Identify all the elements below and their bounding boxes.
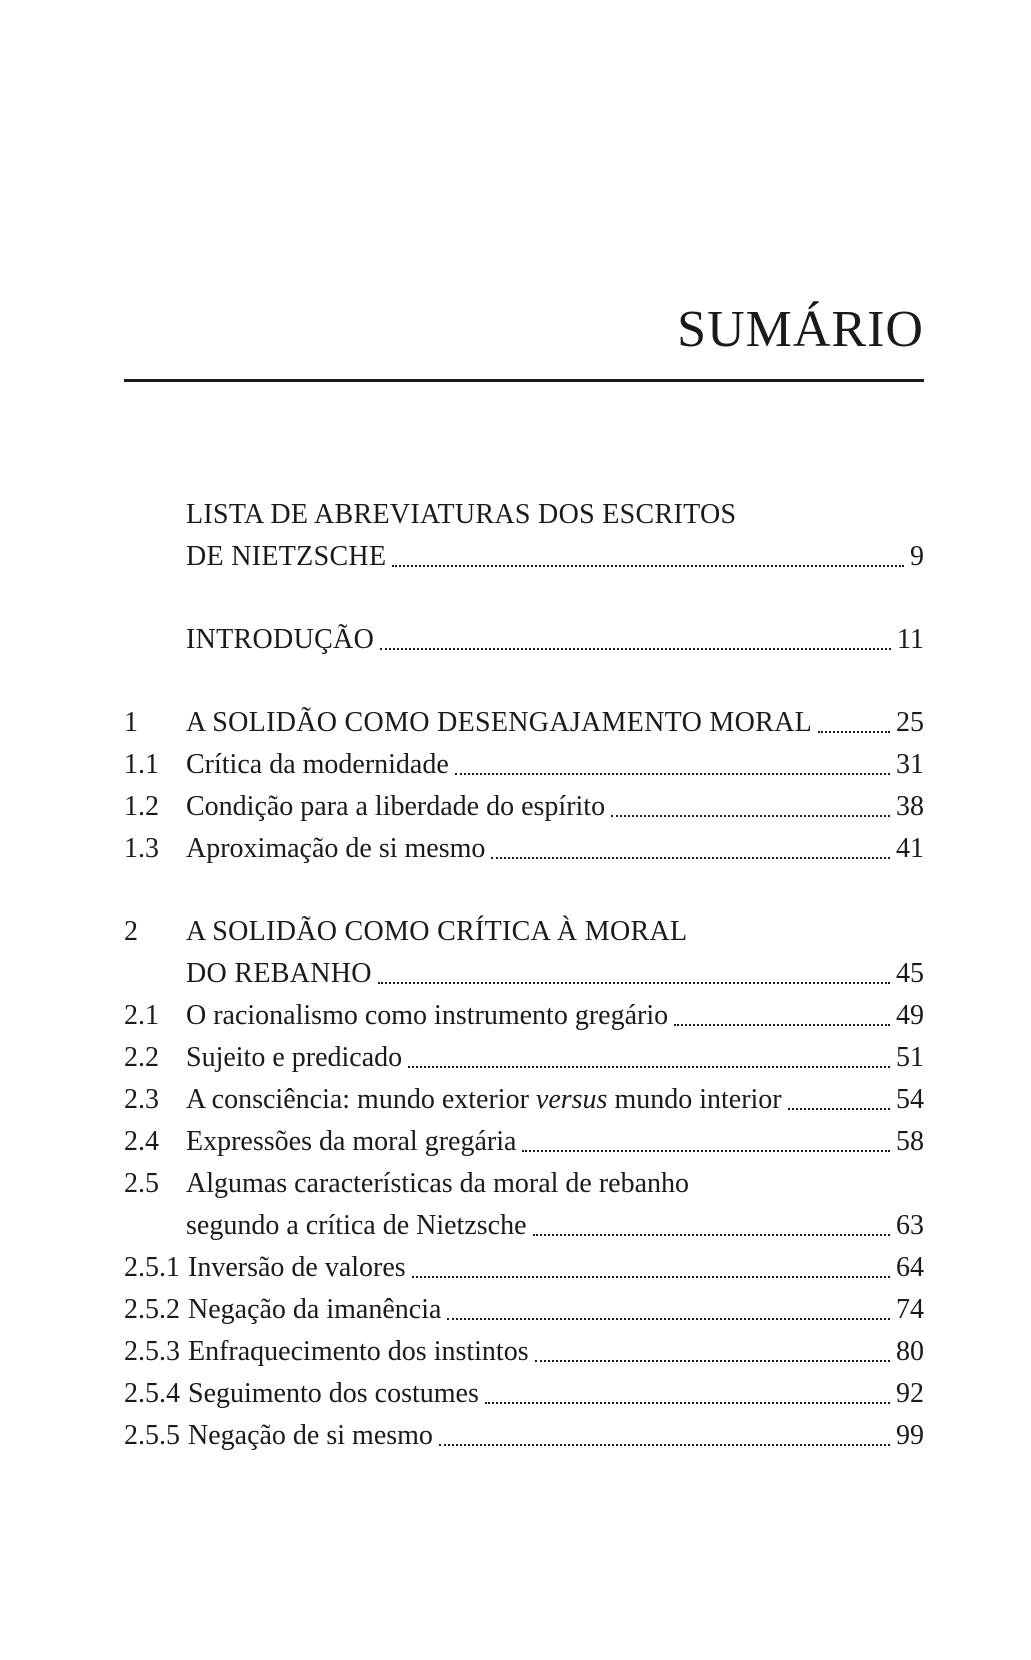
toc-entry-title: Negação da imanência xyxy=(188,1294,442,1325)
page-number: 25 xyxy=(896,707,924,738)
dot-leader xyxy=(378,982,890,984)
page-number: 45 xyxy=(896,958,924,989)
section-number: 1.2 xyxy=(124,791,159,822)
section-number: 2.2 xyxy=(124,1042,159,1073)
toc-entry-title: Expressões da moral gregária xyxy=(186,1126,517,1157)
page-title: SUMÁRIO xyxy=(677,301,924,358)
page-number: 11 xyxy=(897,624,924,655)
dot-leader xyxy=(408,1066,890,1068)
toc-entry-2-5-4[interactable] xyxy=(124,1373,924,1415)
dot-leader xyxy=(522,1150,890,1152)
toc-entry-title xyxy=(186,1079,782,1121)
table-of-contents xyxy=(124,0,924,1660)
toc-entry-title: segundo a crítica de Nietzsche xyxy=(186,1210,527,1241)
page-number: 54 xyxy=(896,1084,924,1115)
toc-entry-intro[interactable] xyxy=(124,619,924,661)
toc-entry-title: Negação de si mesmo xyxy=(188,1420,433,1451)
page-number: 63 xyxy=(896,1210,924,1241)
toc-entry-2-5-2[interactable] xyxy=(124,1289,924,1331)
section-number: 2.4 xyxy=(124,1126,159,1157)
page-number: 9 xyxy=(910,541,924,572)
page-number: 99 xyxy=(896,1420,924,1451)
dot-leader xyxy=(447,1318,890,1320)
toc-entry-2-5-1[interactable] xyxy=(124,1247,924,1289)
dot-leader xyxy=(455,773,890,775)
dot-leader xyxy=(491,857,890,859)
page-number: 74 xyxy=(896,1294,924,1325)
section-number: 2.5 xyxy=(124,1168,159,1199)
toc-entry-abbrev[interactable] xyxy=(124,536,924,578)
toc-entry-title: Seguimento dos costumes xyxy=(188,1378,479,1409)
page-number: 80 xyxy=(896,1336,924,1367)
toc-entry-title: Sujeito e predicado xyxy=(186,1042,403,1073)
toc-entry-2-2[interactable] xyxy=(124,1037,924,1079)
toc-entry-abbrev-line1[interactable] xyxy=(124,494,924,536)
section-number: 2.3 xyxy=(124,1084,159,1115)
dot-leader xyxy=(818,731,890,733)
toc-entry-chapter-1[interactable] xyxy=(124,702,924,744)
dot-leader xyxy=(380,648,891,650)
dot-leader xyxy=(674,1024,890,1026)
dot-leader xyxy=(412,1276,890,1278)
page-number: 31 xyxy=(896,749,924,780)
dot-leader xyxy=(535,1360,890,1362)
toc-entry-title: Algumas características da moral de rebanho xyxy=(186,1168,690,1199)
toc-entry-title: Condição para a liberdade do espírito xyxy=(186,791,606,822)
page-number: 51 xyxy=(896,1042,924,1073)
page-number: 49 xyxy=(896,1000,924,1031)
page-number: 38 xyxy=(896,791,924,822)
toc-entry-title: DE NIETZSCHE xyxy=(186,541,387,572)
toc-entry-2-3[interactable] xyxy=(124,1079,924,1121)
dot-leader xyxy=(533,1234,890,1236)
section-number: 1 xyxy=(124,707,138,738)
toc-entry-2-4[interactable] xyxy=(124,1121,924,1163)
dot-leader xyxy=(392,565,904,567)
section-number: 2.5.2 xyxy=(124,1294,180,1325)
section-number: 2.5.1 xyxy=(124,1252,180,1283)
section-number: 2.1 xyxy=(124,1000,159,1031)
toc-entry-title: O racionalismo como instrumento gregário xyxy=(186,1000,669,1031)
toc-entry-2-5-line1[interactable] xyxy=(124,1163,924,1205)
page-number: 41 xyxy=(896,833,924,864)
page-number: 92 xyxy=(896,1378,924,1409)
dot-leader xyxy=(611,815,890,817)
toc-entry-2-1[interactable] xyxy=(124,995,924,1037)
toc-entry-2-5-3[interactable] xyxy=(124,1331,924,1373)
dot-leader xyxy=(439,1444,890,1446)
toc-entry-title-part: mundo interior xyxy=(607,1084,782,1115)
page-number: 64 xyxy=(896,1252,924,1283)
toc-entry-title: DO REBANHO xyxy=(186,958,372,989)
toc-entry-2-5-5[interactable] xyxy=(124,1415,924,1457)
toc-entry-title: Inversão de valores xyxy=(188,1252,406,1283)
toc-entry-1-3[interactable] xyxy=(124,828,924,870)
section-number: 2.5.4 xyxy=(124,1378,180,1409)
toc-entry-title-italic: versus xyxy=(535,1084,608,1115)
section-number: 2.5.5 xyxy=(124,1420,180,1451)
dot-leader xyxy=(788,1108,890,1110)
toc-entry-title: A SOLIDÃO COMO DESENGAJAMENTO MORAL xyxy=(186,707,813,738)
dot-leader xyxy=(485,1402,890,1404)
toc-entry-title: INTRODUÇÃO xyxy=(186,624,375,655)
section-number: 1.1 xyxy=(124,749,159,780)
toc-entry-title-part: A consciência: mundo exterior xyxy=(186,1084,536,1115)
toc-entry-chapter-2[interactable] xyxy=(124,953,924,995)
section-number: 1.3 xyxy=(124,833,159,864)
toc-entry-chapter-2-line1[interactable] xyxy=(124,911,924,953)
toc-entry-title: A SOLIDÃO COMO CRÍTICA À MORAL xyxy=(186,916,688,947)
toc-entry-title: Enfraquecimento dos instintos xyxy=(188,1336,529,1367)
toc-entry-title: LISTA DE ABREVIATURAS DOS ESCRITOS xyxy=(186,499,737,530)
section-number: 2.5.3 xyxy=(124,1336,180,1367)
section-number: 2 xyxy=(124,916,138,947)
toc-entry-title: Aproximação de si mesmo xyxy=(186,833,486,864)
toc-entry-2-5[interactable] xyxy=(124,1205,924,1247)
toc-entry-1-2[interactable] xyxy=(124,786,924,828)
toc-entry-1-1[interactable] xyxy=(124,744,924,786)
page-number: 58 xyxy=(896,1126,924,1157)
toc-entry-title: Crítica da modernidade xyxy=(186,749,449,780)
